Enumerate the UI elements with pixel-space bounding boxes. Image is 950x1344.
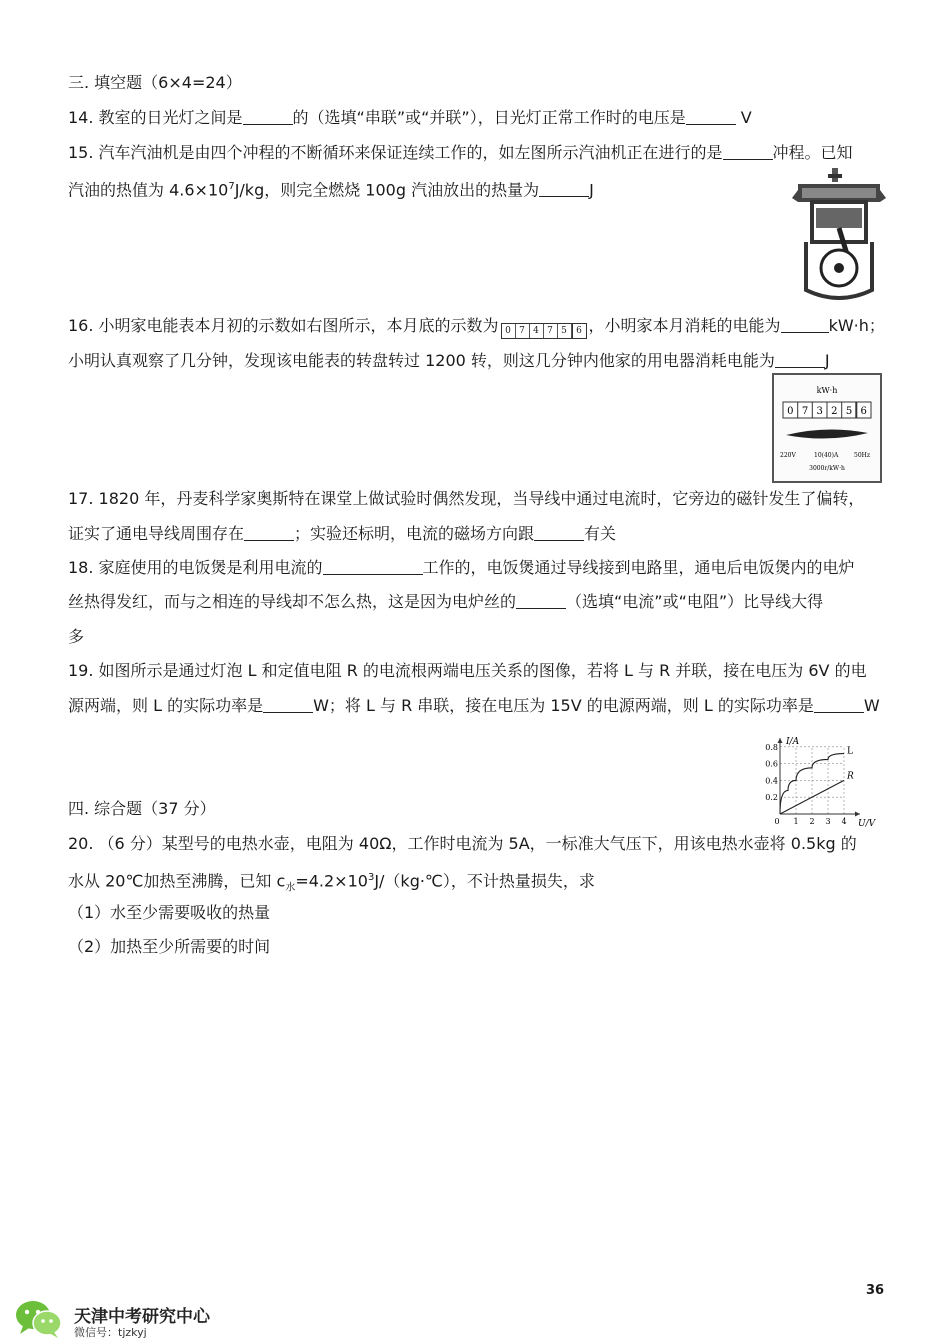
x-tick-label: 2 (809, 817, 815, 826)
q15-text-b: 冲程。已知 (772, 143, 853, 162)
answer-blank[interactable] (539, 180, 589, 197)
answer-blank[interactable] (723, 143, 773, 160)
question-17-line2 (68, 524, 616, 544)
q15-text-a: 15. 汽车汽油机是由四个冲程的不断循环来保证连续工作的，如左图所示汽油机正在进行的是 (68, 143, 723, 162)
answer-blank[interactable] (516, 592, 566, 609)
y-tick-label: 0.6 (765, 759, 778, 769)
q16-text-a: 16. 小明家电能表本月初的示数如右图所示，本月底的示数为 (68, 316, 499, 335)
question-15-line1 (68, 143, 853, 163)
piston (816, 208, 862, 228)
meter-digit: 6 (572, 324, 586, 338)
meter-spec-current: 10(40)A (814, 452, 839, 459)
series-label-L: L (847, 746, 853, 757)
meter-spec-frequency: 50Hz (854, 452, 871, 459)
section-heading-comprehensive: 四. 综合题（37 分） (68, 799, 216, 818)
q18-text-c: 丝热得发红，而与之相连的导线却不怎么热，这是因为电炉丝的 (68, 592, 517, 611)
meter-reading-inline (501, 323, 587, 339)
answer-blank[interactable] (775, 351, 825, 368)
answer-blank[interactable] (263, 696, 313, 713)
q17-text-d: 有关 (584, 524, 617, 543)
q19-text-b: 源两端，则 L 的实际功率是 (68, 696, 264, 715)
x-tick-label: 3 (825, 817, 831, 826)
answer-blank[interactable] (243, 108, 293, 125)
q17-text-c: ；实验还标明，电流的磁场方向跟 (294, 524, 535, 543)
q18-text-a: 18. 家庭使用的电饭煲是利用电流的 (68, 558, 323, 577)
meter-digit: 4 (530, 324, 544, 338)
answer-blank[interactable] (323, 558, 423, 575)
meter-digit: 3 (816, 406, 823, 417)
q20-text-d: J/（kg·℃），不计热量损失，求 (374, 871, 595, 891)
answer-blank[interactable] (534, 524, 584, 541)
y-tick-label: 0.4 (765, 776, 778, 786)
q14-text-a: 14. 教室的日光灯之间是 (68, 108, 243, 127)
q15-text-d: J/kg，则完全燃烧 100g 汽油放出的热量为 (234, 180, 540, 200)
meter-digit: 7 (801, 406, 809, 417)
chart-grid (780, 747, 844, 814)
meter-unit: kW·h (816, 386, 838, 395)
q15-text-e: J (589, 180, 594, 200)
answer-blank[interactable] (781, 316, 829, 333)
question-20-part2: （2）加热至少所需要的时间 (68, 937, 271, 956)
question-20-line2 (68, 868, 595, 899)
q18-text-b: 工作的，电饭煲通过导线接到电路里，通电后电饭煲内的电炉 (422, 558, 855, 577)
question-16-line1 (68, 316, 885, 339)
current-voltage-chart (756, 732, 882, 828)
meter-spec-voltage: 220V (780, 452, 796, 459)
electric-meter-figure (772, 373, 882, 483)
question-20-line1: 20. （6 分）某型号的电热水壶，电阻为 40Ω，工作时电流为 5A，一标准大气压下，用该电热水壶将 0.5kg 的 (68, 834, 857, 853)
q19-text-c: W；将 L 与 R 串联，接在电压为 15V 的电源两端，则 L 的实际功率是 (313, 696, 814, 715)
wechat-logo-icon (14, 1298, 64, 1340)
q15-exponent: 7 (228, 181, 235, 192)
meter-digit-row (783, 402, 871, 418)
meter-digit: 7 (516, 324, 530, 338)
q18-text-d: （选填“电流”或“电阻”）比导线大得 (566, 592, 824, 611)
q20-exponent: 3 (367, 872, 375, 883)
question-19-line1: 19. 如图所示是通过灯泡 L 和定值电阻 R 的电流根两端电压关系的图像，若将 L 与 R 并联，接在电压为 6V 的电 (68, 661, 867, 680)
question-19-line2 (68, 696, 880, 716)
y-tick-label: 0.8 (765, 742, 778, 752)
y-axis-label: I/A (786, 737, 800, 747)
x-tick-label: 4 (841, 817, 847, 826)
x-axis-arrow-icon (855, 812, 860, 817)
q20-text-b: 水从 20℃加热至沸腾，已知 c (68, 871, 286, 891)
question-18-line1 (68, 558, 855, 578)
q16-text-c: kW·h； (828, 316, 885, 335)
q16-text-d: 小明认真观察了几分钟，发现该电能表的转盘转过 1200 转，则这几分钟内他家的用电器消耗电能为 (68, 351, 775, 370)
question-14 (68, 108, 752, 128)
question-16-line2 (68, 351, 830, 371)
page-number: 36 (866, 1283, 885, 1298)
answer-blank[interactable] (686, 108, 736, 125)
meter-digit: 6 (860, 406, 867, 417)
series-label-R: R (847, 771, 854, 782)
q15-text-c: 汽油的热值为 4.6×10 (68, 180, 229, 200)
meter-digit: 0 (502, 324, 516, 338)
y-tick-label: 0.2 (765, 793, 778, 803)
question-20-part1: （1）水至少需要吸收的热量 (68, 903, 271, 922)
q14-text-b: 的（选填“串联”或“并联”），日光灯正常工作时的电压是 (292, 108, 686, 127)
x-tick-label: 0 (774, 817, 780, 826)
question-18-line2 (68, 592, 823, 612)
meter-digit: 5 (558, 324, 572, 338)
meter-digit: 7 (544, 324, 558, 338)
meter-digit: 2 (831, 406, 838, 417)
answer-blank[interactable] (814, 696, 864, 713)
q14-text-c: V (735, 108, 752, 127)
y-axis-arrow-icon (778, 738, 783, 743)
engine-cylinder-figure (792, 168, 886, 302)
q16-text-e: J (824, 351, 830, 370)
question-17-line1: 17. 1820 年，丹麦科学家奥斯特在课堂上做试验时偶然发现，当导线中通过电流时，它旁边的磁针发生了偏转， (68, 489, 865, 508)
meter-digit: 5 (845, 406, 853, 417)
q20-subscript: 水 (285, 882, 296, 894)
q17-text-b: 证实了通电导线周围存在 (68, 524, 245, 543)
answer-blank[interactable] (244, 524, 294, 541)
meter-spec-revolutions: 3000r/kW·h (809, 465, 845, 472)
question-18-line3: 多 (68, 627, 85, 646)
x-axis-label: U/V (858, 819, 876, 828)
footer-wechat-id: 微信号：tjzkyj (74, 1326, 147, 1339)
q19-text-d: W (863, 696, 880, 715)
meter-digit: 0 (787, 406, 794, 417)
footer-title: 天津中考研究中心 (74, 1307, 210, 1327)
q16-text-b: ，小明家本月消耗的电能为 (588, 316, 781, 335)
q20-text-c: =4.2×10 (295, 871, 368, 891)
x-tick-label: 1 (793, 817, 799, 826)
question-15-line2 (68, 177, 594, 200)
section-heading-fill-blank: 三. 填空题（6×4=24） (68, 73, 242, 92)
